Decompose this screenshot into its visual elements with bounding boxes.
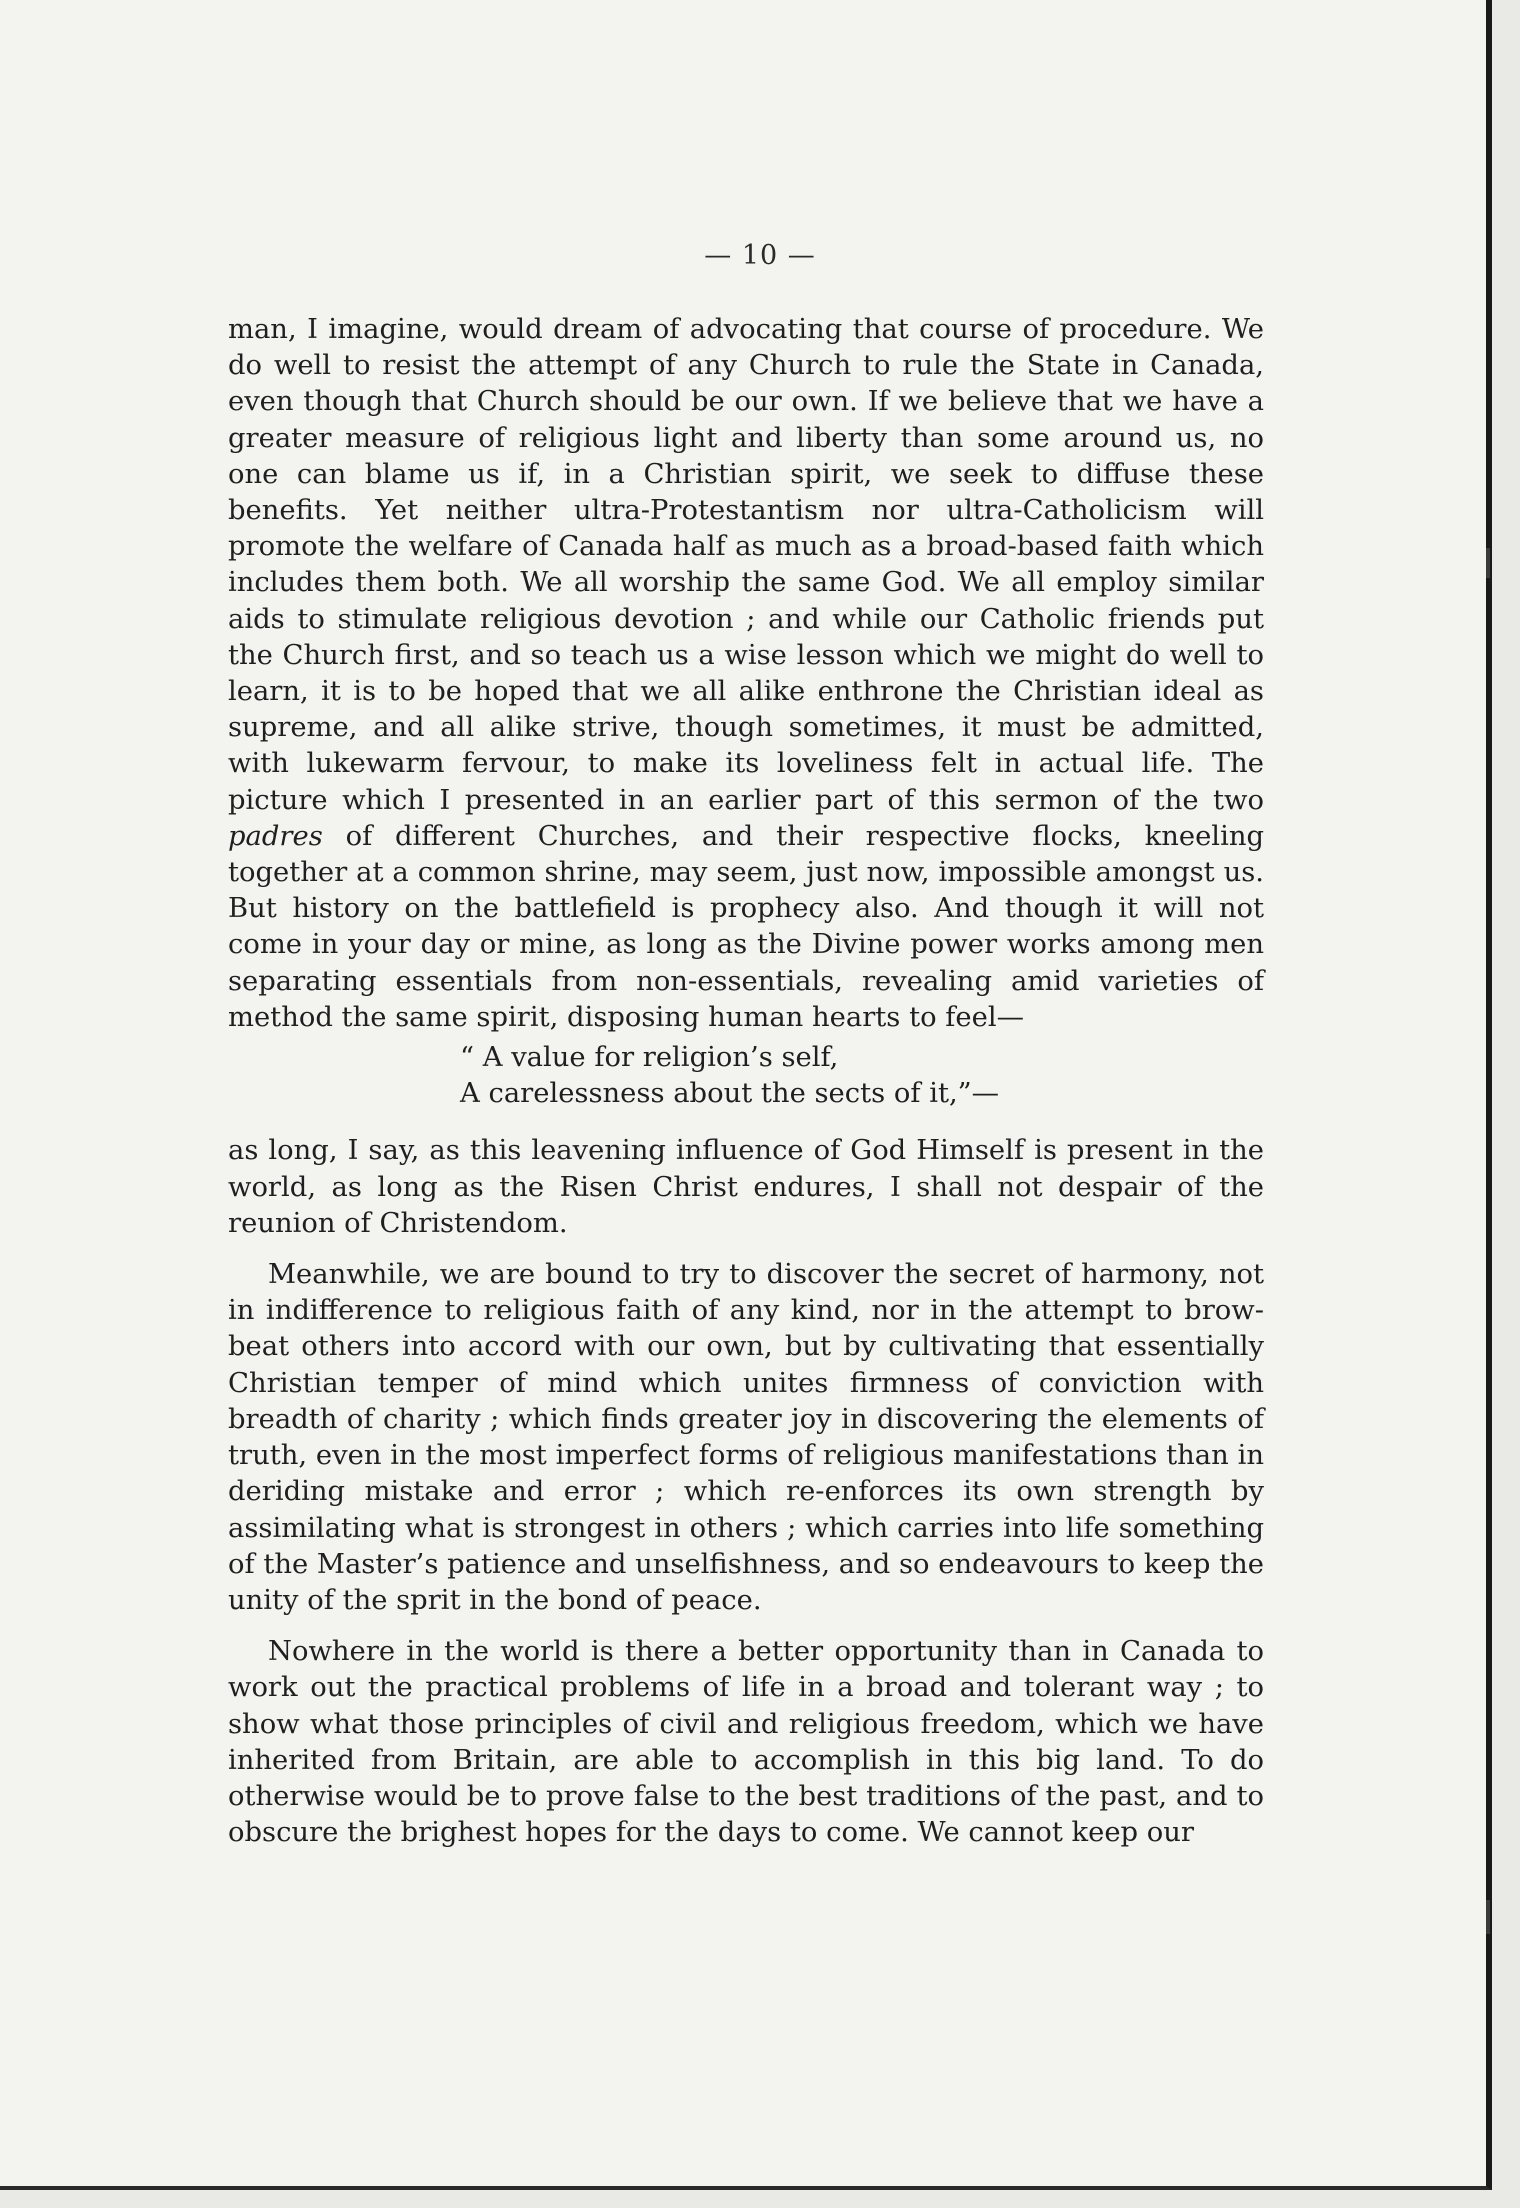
verse-quotation: [460, 1040, 1264, 1112]
body-text: [228, 312, 1264, 1851]
edge-mark-top: [1486, 548, 1490, 578]
paragraph-3: Meanwhile, we are bound to try to discover the secret of harmony, not in indifference to religious faith of any kind, nor in the attempt to brow-beat others into accord with our own, but by cultivating that essentially Christian temper of mind which unites firmness of conviction with breadth of charity ; which finds greater joy in discovering the elements of truth, even in the most imperfect forms of religious manifestations than in deriding mistake and error ; which re-enforces its own strength by assimilating what is strongest in others ; which carries into life something of the Master’s patience and unselfishness, and so endeavours to keep the unity of the sprit in the bond of peace.: [228, 1259, 1264, 1616]
page-number: — 10 —: [704, 240, 816, 271]
paragraph-2: as long, I say, as this leavening influence of God Himself is present in the world, as long as the Risen Christ endures, I shall not despair of the reunion of Christendom.: [228, 1135, 1264, 1239]
verse-line-1: “ A value for religion’s self,: [460, 1042, 839, 1074]
verse-line-2: A carelessness about the sects of it,”—: [460, 1078, 1000, 1110]
paragraph-1-continued: of different Churches, and their respective flocks, kneeling together at a common shrine, may seem, just now, impossible amongst us. But history on the battlefield is prophecy also. And though it will not come in your day or mine, as long as the Divine power works among men separating essentials from non-essentials, revealing amid varieties of method the same spirit, disposing human hearts to feel—: [228, 820, 1264, 1033]
paragraph-1: [228, 312, 1264, 1036]
paragraph-4: Nowhere in the world is there a better opportunity than in Canada to work out the practical problems of life in a broad and tolerant way ; to show what those principles of civil and religious freedom, which we have inherited from Britain, are able to accomplish in this big land. To do otherwise would be to prove false to the best traditions of the past, and to obscure the brighest hopes for the days to come. We cannot keep our: [228, 1636, 1264, 1849]
paragraph-1-italic: padres: [228, 820, 323, 852]
paragraph-1-text: man, I imagine, would dream of advocating that course of procedure. We do well to resist the attempt of any Church to rule the State in Canada, even though that Church should be our own. If we believe that we have a greater measure of religious light and liberty than some around us, no one can blame us if, in a Christian spirit, we seek to diffuse these benefits. Yet neither ultra-Protestantism nor ultra-Catholicism will promote the welfare of Canada half as much as a broad-based faith which includes them both. We all worship the same God. We all employ similar aids to stimulate religious devotion ; and while our Catholic friends put the Church first, and so teach us a wise lesson which we might do well to learn, it is to be hoped that we all alike enthrone the Christian ideal as supreme, and all alike strive, though sometimes, it must be admitted, with lukewarm fervour, to make its loveliness felt in actual life. The picture which I presented in an earlier part of this sermon of the two: [228, 314, 1264, 816]
edge-mark-bottom: [1486, 1900, 1490, 1934]
